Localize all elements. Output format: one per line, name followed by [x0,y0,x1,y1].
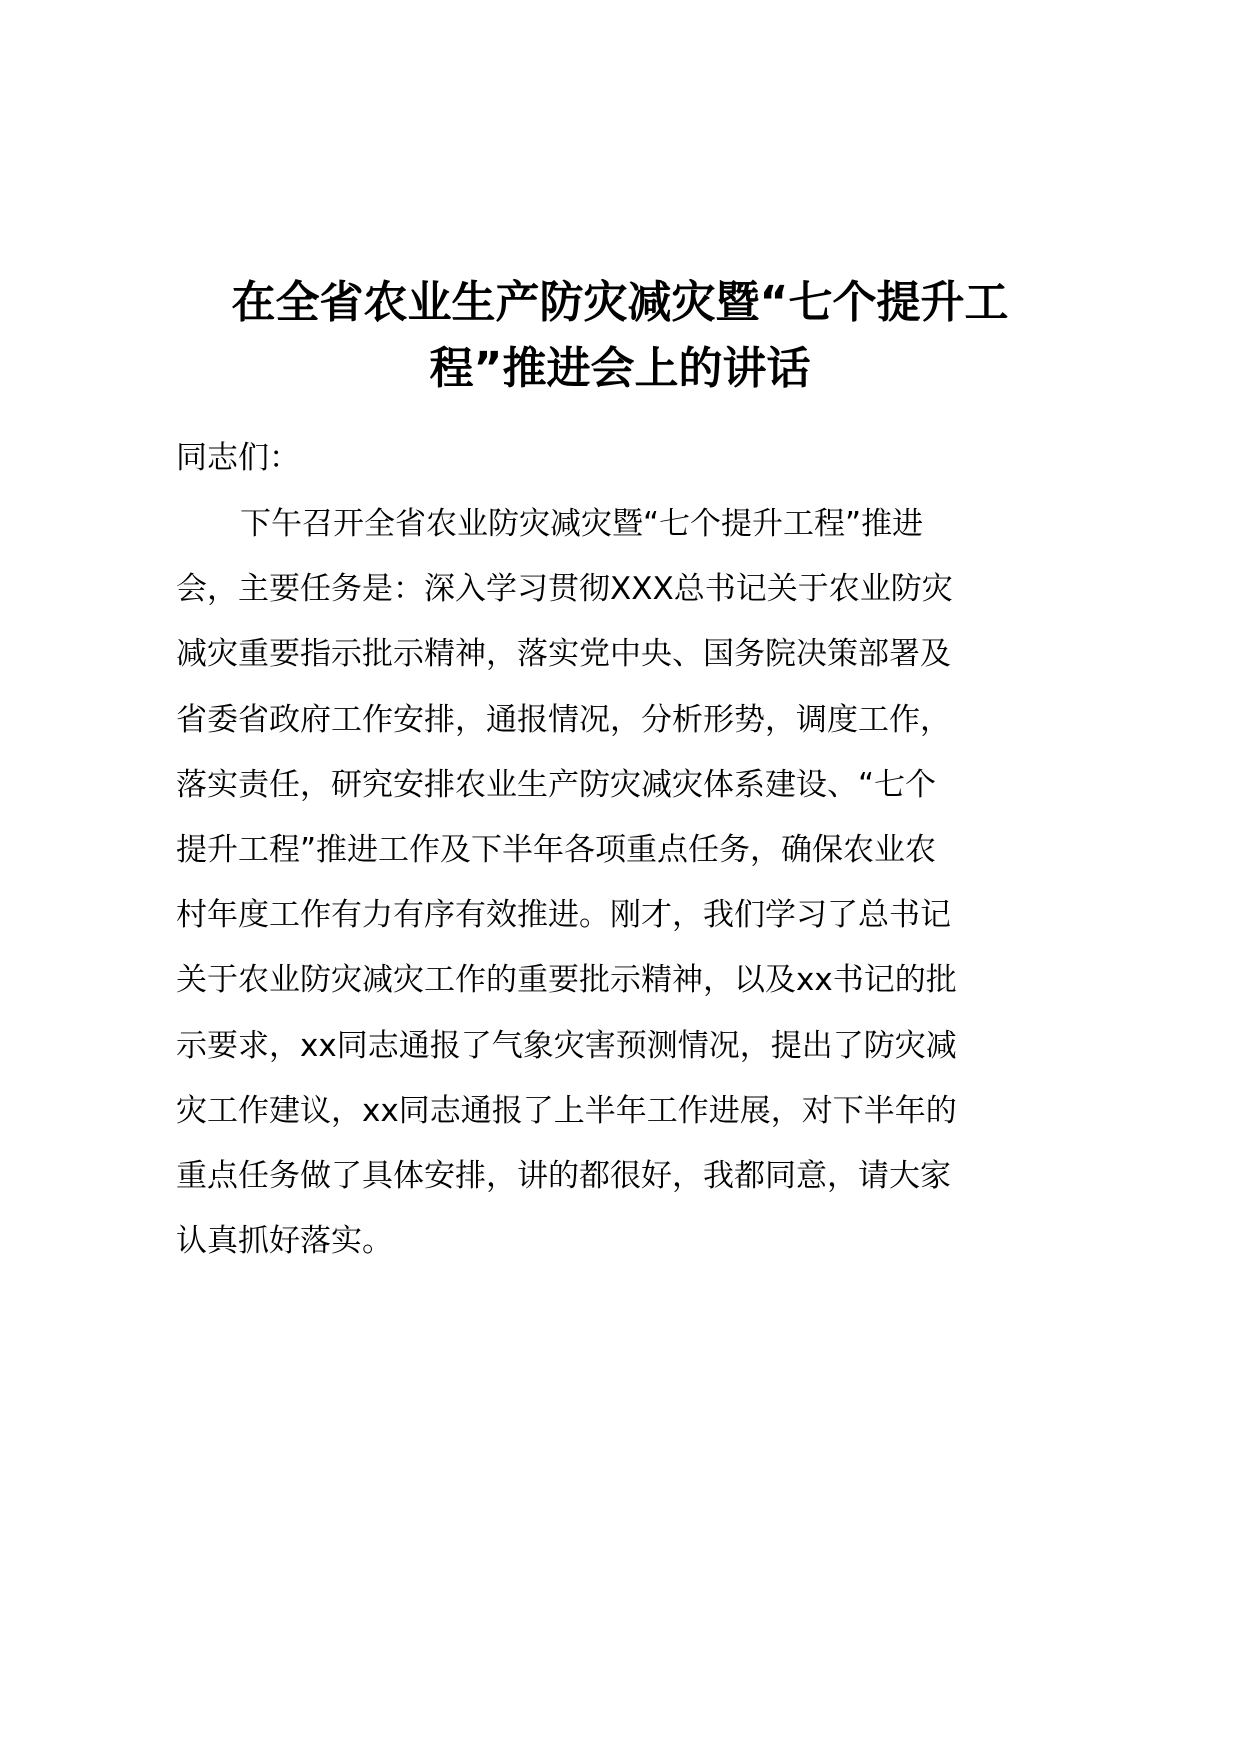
title-line: 程”推进会上的讲话 [429,343,811,394]
title-line: 在全省农业生产防灾减灾暨“七个提升工 [231,277,1009,328]
paragraph-line: 认真抓好落实。 [176,1223,393,1260]
paragraph-line: 关于农业防灾减灾工作的重要批示精神，以及xx书记的批 [176,962,957,999]
paragraph-line: 落实责任，研究安排农业生产防灾减灾体系建设、“七个 [176,766,937,803]
paragraph-line: 重点任务做了具体安排，讲的都很好，我都同意，请大家 [176,1157,951,1194]
paragraph-line: 村年度工作有力有序有效推进。刚才，我们学习了总书记 [176,897,951,934]
paragraph-line: 灾工作建议，xx同志通报了上半年工作进展，对下半年的 [176,1092,957,1129]
paragraph-line: 提升工程”推进工作及下半年各项重点任务，确保农业农 [176,831,937,868]
paragraph-line: 示要求，xx同志通报了气象灾害预测情况，提出了防灾减 [176,1027,957,1064]
speech-paragraph [176,502,1086,1284]
paragraph-line: 减灾重要指示批示精神，落实党中央、国务院决策部署及 [176,636,951,673]
document-title [170,270,1070,402]
salutation: 同志们： [176,440,300,476]
paragraph-line: 下午召开全省农业防灾减灾暨“七个提升工程”推进 [240,506,924,542]
paragraph-line: 会，主要任务是：深入学习贯彻XXX总书记关于农业防灾 [176,571,953,608]
paragraph-line: 省委省政府工作安排，通报情况，分析形势，调度工作， [176,701,951,738]
